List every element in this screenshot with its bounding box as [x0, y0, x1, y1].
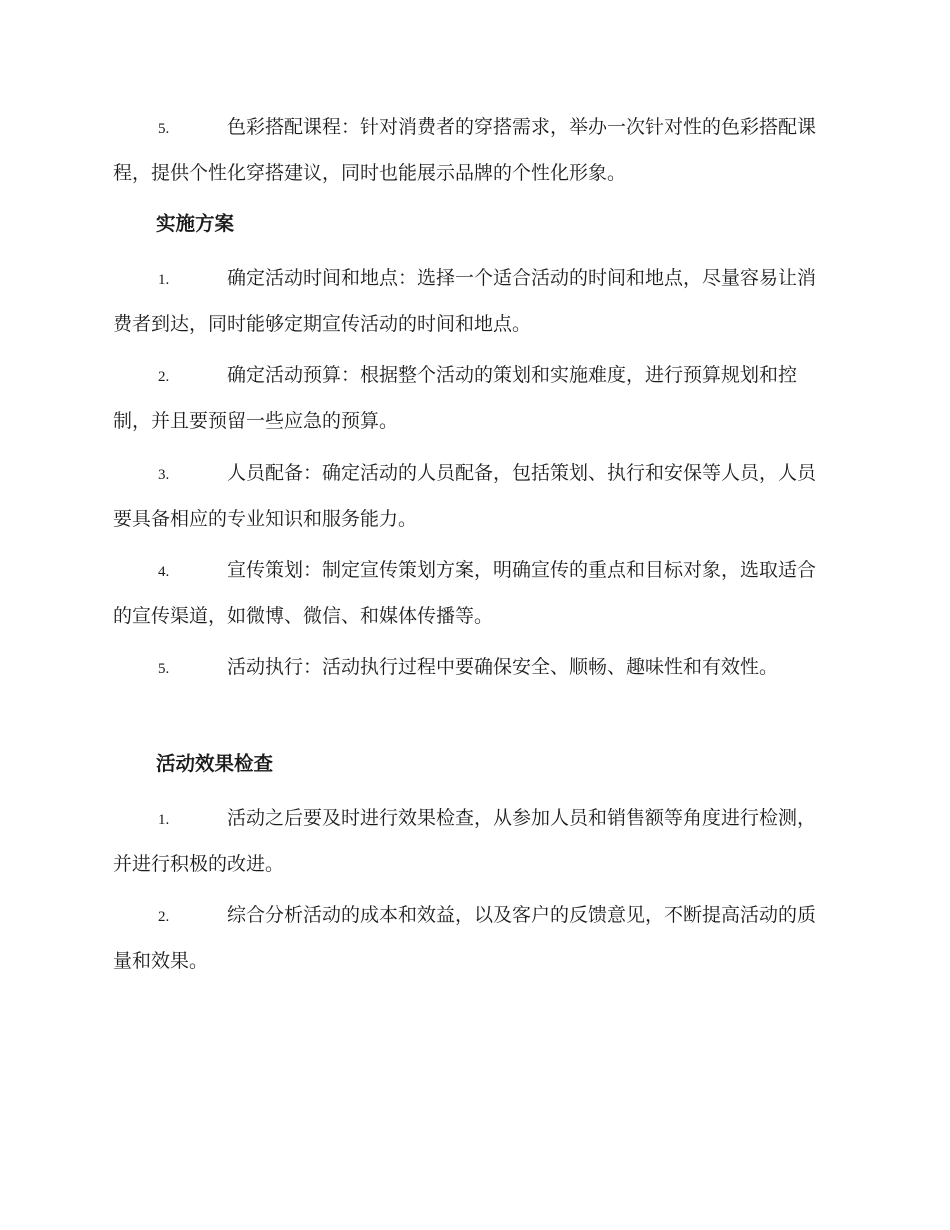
item-number: 2.	[158, 909, 170, 925]
list-item	[113, 549, 833, 638]
item-text: 人员配备：确定活动的人员配备，包括策划、执行和安保等人员，人员要具备相应的专业知识和服务能力。	[113, 462, 817, 530]
item-number: 1.	[158, 812, 170, 828]
item-text: 活动之后要及时进行效果检查，从参加人员和销售额等角度进行检测，并进行积极的改进。	[113, 807, 817, 875]
section-heading-implementation: 实施方案	[156, 212, 235, 235]
item-number: 4.	[158, 564, 170, 580]
item-number: 5.	[158, 661, 170, 677]
item-text: 活动执行：活动执行过程中要确保安全、顺畅、趣味性和有效性。	[227, 656, 779, 678]
section-heading-effect-check: 活动效果检查	[156, 752, 274, 775]
item-text: 色彩搭配课程：针对消费者的穿搭需求，举办一次针对性的色彩搭配课程，提供个性化穿搭建议，同时也能展示品牌的个性化形象。	[113, 116, 817, 184]
list-item	[113, 354, 833, 443]
list-item	[113, 106, 833, 195]
list-item	[113, 452, 833, 541]
item-number: 1.	[158, 272, 170, 288]
item-number: 2.	[158, 369, 170, 385]
item-text: 确定活动预算：根据整个活动的策划和实施难度，进行预算规划和控制，并且要预留一些应急的预算。	[113, 364, 798, 432]
item-text: 宣传策划：制定宣传策划方案，明确宣传的重点和目标对象，选取适合的宣传渠道，如微博、微信、和媒体传播等。	[113, 559, 817, 627]
list-item	[113, 646, 833, 692]
list-item	[113, 797, 833, 886]
item-number: 5.	[158, 121, 170, 137]
list-item	[113, 257, 833, 346]
item-number: 3.	[158, 467, 170, 483]
item-text: 确定活动时间和地点：选择一个适合活动的时间和地点，尽量容易让消费者到达，同时能够定期宣传活动的时间和地点。	[113, 267, 817, 335]
list-item	[113, 894, 833, 983]
item-text: 综合分析活动的成本和效益，以及客户的反馈意见，不断提高活动的质量和效果。	[113, 904, 817, 972]
